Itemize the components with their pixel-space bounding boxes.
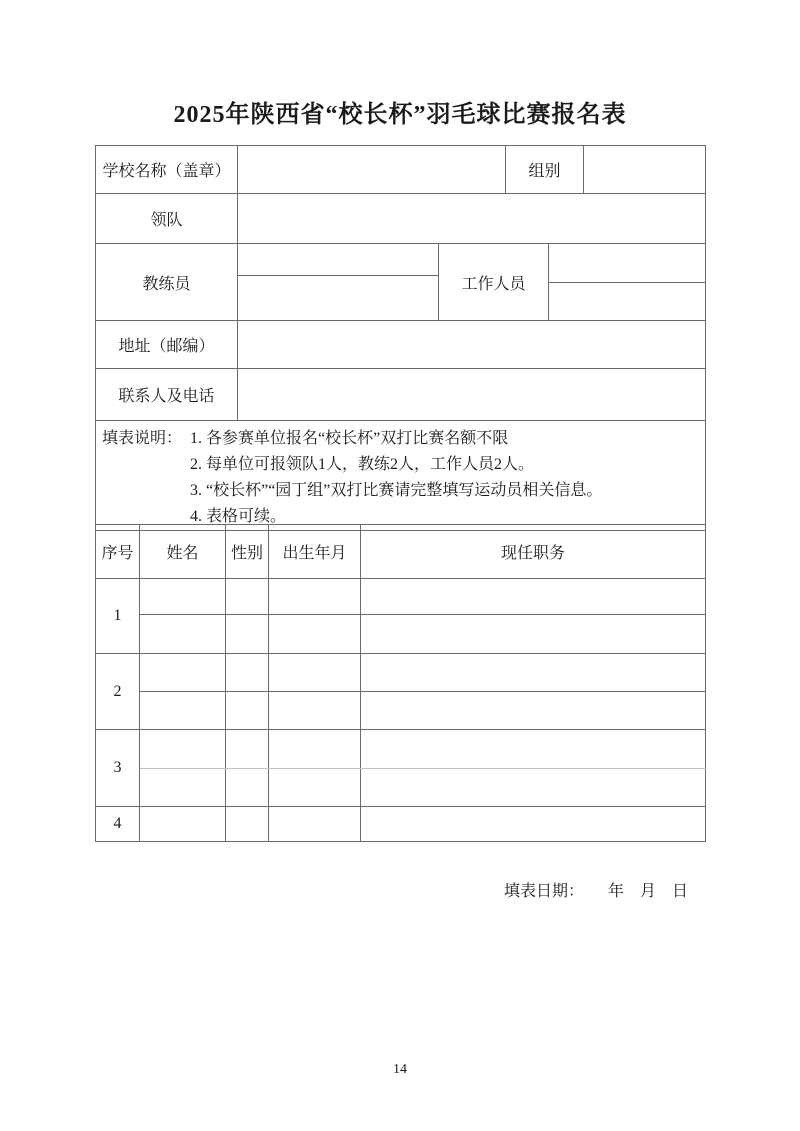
school-name-label: 学校名称（盖章） (96, 146, 238, 194)
gender-field[interactable] (226, 579, 269, 615)
birthdate-field[interactable] (269, 730, 361, 769)
form-title: 2025年陕西省“校长杯”羽毛球比赛报名表 (173, 102, 627, 128)
gender-field[interactable] (226, 769, 269, 807)
contact-label: 联系人及电话 (96, 369, 238, 421)
name-field[interactable] (140, 769, 226, 807)
gender-field[interactable] (226, 654, 269, 692)
col-header-position: 现任职务 (361, 525, 706, 579)
date-day-label: 日 (671, 883, 688, 900)
instruction-item: 2. 每单位可报领队1人，教练2人，工作人员2人。 (190, 456, 535, 473)
position-field[interactable] (361, 730, 706, 769)
col-header-name: 姓名 (140, 525, 226, 579)
name-field[interactable] (140, 654, 226, 692)
address-field[interactable] (238, 321, 706, 369)
row-number: 3 (96, 730, 140, 807)
page-number: 14 (393, 1062, 407, 1077)
row-number: 4 (96, 807, 140, 842)
col-header-birthdate: 出生年月 (269, 525, 361, 579)
school-name-field[interactable] (238, 146, 506, 194)
position-field[interactable] (361, 807, 706, 842)
position-field[interactable] (361, 579, 706, 615)
position-field[interactable] (361, 692, 706, 730)
instruction-item: 3. “校长杯”“园丁组”双打比赛请完整填写运动员相关信息。 (190, 482, 603, 499)
staff-label: 工作人员 (439, 244, 549, 321)
birthdate-field[interactable] (269, 769, 361, 807)
name-field[interactable] (140, 807, 226, 842)
coach-field[interactable] (238, 244, 439, 321)
gender-field[interactable] (226, 730, 269, 769)
gender-field[interactable] (226, 615, 269, 654)
birthdate-field[interactable] (269, 692, 361, 730)
group-field[interactable] (584, 146, 706, 194)
team-leader-label: 领队 (96, 194, 238, 244)
name-field[interactable] (140, 730, 226, 769)
group-label: 组别 (506, 146, 584, 194)
roster-table (95, 524, 706, 842)
position-field[interactable] (361, 769, 706, 807)
date-label: 填表日期： (503, 883, 584, 900)
gender-field[interactable] (226, 692, 269, 730)
coach-label: 教练员 (96, 244, 238, 321)
date-year-label: 年 (607, 883, 624, 900)
team-leader-field[interactable] (238, 194, 706, 244)
name-field[interactable] (140, 615, 226, 654)
instruction-item: 4. 表格可续。 (190, 508, 287, 525)
col-header-gender: 性别 (226, 525, 269, 579)
instruction-item: 1. 各参赛单位报名“校长杯”双打比赛名额不限 (190, 430, 509, 447)
contact-field[interactable] (238, 369, 706, 421)
row-number: 1 (96, 579, 140, 654)
gender-field[interactable] (226, 807, 269, 842)
address-label: 地址（邮编） (96, 321, 238, 369)
birthdate-field[interactable] (269, 654, 361, 692)
instructions-box (96, 421, 706, 531)
col-header-index: 序号 (96, 525, 140, 579)
staff-field[interactable] (549, 244, 706, 321)
instructions-label: 填表说明： (102, 430, 183, 447)
name-field[interactable] (140, 692, 226, 730)
birthdate-field[interactable] (269, 807, 361, 842)
position-field[interactable] (361, 615, 706, 654)
date-month-label: 月 (639, 883, 656, 900)
date-line (504, 878, 688, 901)
birthdate-field[interactable] (269, 615, 361, 654)
birthdate-field[interactable] (269, 579, 361, 615)
info-table (95, 145, 706, 531)
row-number: 2 (96, 654, 140, 730)
name-field[interactable] (140, 579, 226, 615)
instructions-list (190, 426, 699, 530)
position-field[interactable] (361, 654, 706, 692)
